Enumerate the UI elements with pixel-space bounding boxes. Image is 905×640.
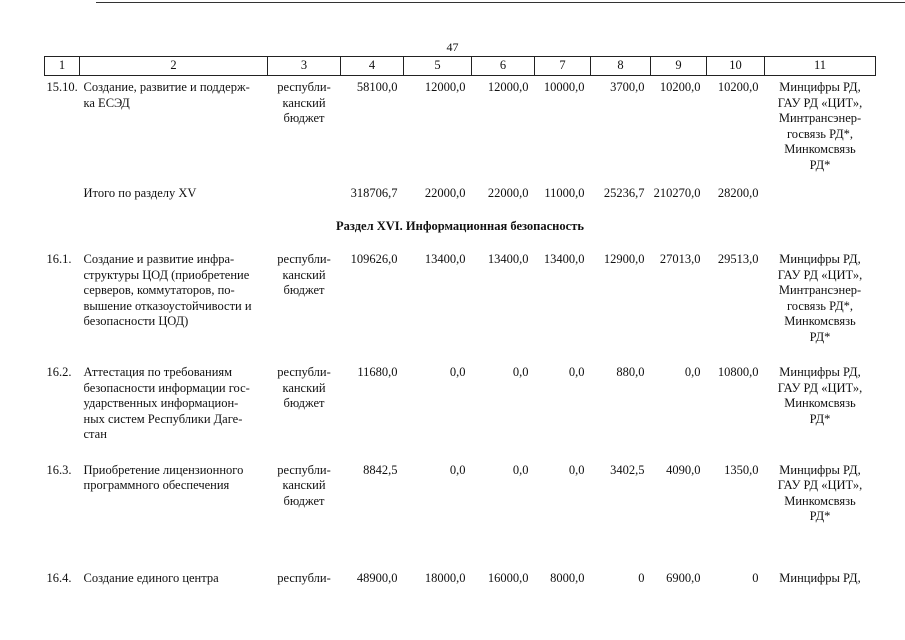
table-row	[45, 463, 876, 525]
column-header: 10	[707, 57, 765, 76]
column-header: 6	[472, 57, 535, 76]
section-title: Раздел XVI. Информационная безопасность	[336, 218, 584, 233]
funding-source-line: республи-	[277, 365, 331, 379]
funding-source	[268, 252, 341, 345]
amount-cell: 27013,0	[659, 252, 701, 266]
row-number	[45, 186, 80, 202]
column-header: 2	[80, 57, 268, 76]
funding-source	[268, 80, 341, 173]
row-name-line: Создание и развитие инфра-	[83, 252, 235, 266]
funding-source-line: бюджет	[283, 396, 325, 410]
executor-line: Минцифры РД,	[779, 252, 861, 266]
row-name-line: серверов, коммутаторов, по-	[83, 283, 235, 297]
column-header: 5	[404, 57, 472, 76]
amount-cell: 10200,0	[717, 80, 759, 94]
executor-line: Минцифры РД,	[779, 365, 861, 379]
amount-cell: 18000,0	[424, 570, 466, 585]
row-name-line: ка ЕСЭД	[83, 95, 130, 110]
column-header: 9	[651, 57, 707, 76]
executors	[765, 365, 876, 443]
amount-cell: 3402,5	[610, 462, 645, 477]
amount-cell: 0,0	[512, 365, 529, 379]
amount-cell: 4090,0	[666, 462, 701, 477]
header-row	[45, 57, 876, 76]
funding-source	[268, 571, 341, 587]
funding-source-line: бюджет	[283, 493, 325, 508]
row-name	[80, 571, 268, 587]
amount-cell: 109626,0	[350, 252, 398, 266]
executor-line: госвязь РД*,	[786, 126, 854, 141]
row-number: 15.10.	[46, 80, 78, 94]
row-number: 16.2.	[46, 365, 72, 379]
subtotal-label: Итого по разделу XV	[83, 186, 197, 200]
amount-cell: 58100,0	[356, 80, 398, 94]
executor-line: госвязь РД*,	[786, 298, 854, 313]
amount-cell: 0,0	[449, 462, 466, 477]
executor-line: Минкомсвязь	[784, 396, 856, 410]
row-name-line: Создание, развитие и поддерж-	[83, 80, 250, 94]
row-name	[80, 463, 268, 525]
amount-cell: 29513,0	[717, 252, 759, 266]
amount-cell: 11680,0	[357, 365, 398, 379]
funding-source-line: республи-	[277, 80, 331, 94]
amount-cell: 28200,0	[717, 186, 759, 200]
row-name-line: Приобретение лицензионного	[83, 462, 244, 477]
executor-line: РД*	[809, 411, 831, 426]
executors	[765, 252, 876, 345]
amount-cell: 12000,0	[424, 80, 466, 94]
executor-line: Минкомсвязь	[784, 493, 856, 508]
funding-source	[268, 365, 341, 443]
row-name	[80, 365, 268, 443]
amount-cell: 12000,0	[487, 80, 529, 94]
funding-source-line: бюджет	[283, 111, 325, 125]
funding-source-line: канский	[282, 267, 326, 282]
amount-cell: 0,0	[568, 365, 585, 379]
row-name-line: программного обеспечения	[83, 478, 230, 492]
amount-cell: 13400,0	[424, 252, 466, 266]
table-row	[45, 252, 876, 345]
row-name-line: стан	[83, 427, 107, 441]
amount-cell: 0	[752, 570, 759, 585]
amount-cell: 13400,0	[487, 252, 529, 266]
amount-cell: 1350,0	[724, 462, 759, 477]
funding-source-line: канский	[282, 95, 326, 110]
page-number: 47	[446, 40, 459, 54]
top-rule	[96, 2, 905, 3]
funding-source-line: канский	[282, 380, 326, 395]
column-header: 8	[591, 57, 651, 76]
row-name-line: безопасности ЦОД)	[83, 314, 189, 328]
amount-cell: 0,0	[684, 365, 701, 379]
section-title-row	[45, 219, 876, 235]
executor-line: ГАУ РД «ЦИТ»,	[777, 478, 863, 492]
amount-cell: 8000,0	[550, 570, 585, 585]
executors	[765, 186, 876, 202]
row-number: 16.4.	[46, 570, 72, 585]
funding-source	[268, 463, 341, 525]
row-spacer	[45, 525, 876, 571]
amount-cell: 10000,0	[543, 80, 585, 94]
executor-line: Минкомсвязь	[784, 142, 856, 156]
row-name-line: Аттестация по требованиям	[83, 365, 233, 379]
amount-cell: 3700,0	[610, 80, 645, 94]
executor-line: ГАУ РД «ЦИТ»,	[777, 267, 863, 282]
amount-cell: 0,0	[449, 365, 466, 379]
executor-line: РД*	[809, 329, 831, 344]
funding-source-line: республи-	[277, 570, 331, 585]
column-header: 4	[341, 57, 404, 76]
amount-cell: 0,0	[568, 462, 585, 477]
row-name-line: ных систем Республики Даге-	[83, 411, 243, 426]
amount-cell: 6900,0	[666, 570, 701, 585]
row-spacer	[45, 173, 876, 186]
amount-cell: 13400,0	[543, 252, 585, 266]
executor-line: Минцифры РД,	[779, 462, 861, 477]
executor-line: Минтрансэнер-	[778, 111, 862, 125]
budget-table	[44, 56, 876, 586]
funding-source-line: республи-	[277, 252, 331, 266]
amount-cell: 0,0	[512, 462, 529, 477]
funding-source-line: канский	[282, 478, 326, 492]
amount-cell: 16000,0	[487, 570, 529, 585]
funding-source-line: бюджет	[283, 283, 325, 297]
funding-source-line: республи-	[277, 462, 331, 477]
amount-cell: 11000,0	[544, 186, 585, 200]
executors	[765, 463, 876, 525]
table-row	[45, 80, 876, 173]
amount-cell: 8842,5	[363, 462, 398, 477]
executor-line: Минцифры РД,	[779, 80, 861, 94]
amount-cell: 12900,0	[603, 252, 645, 266]
amount-cell: 25236,7	[603, 186, 645, 200]
row-spacer	[45, 234, 876, 252]
executor-line: ГАУ РД «ЦИТ»,	[777, 95, 863, 110]
column-header: 3	[268, 57, 341, 76]
table-row	[45, 365, 876, 443]
column-header: 1	[45, 57, 80, 76]
amount-cell: 10200,0	[659, 80, 701, 94]
executors	[765, 80, 876, 173]
amount-cell: 318706,7	[350, 186, 398, 200]
amount-cell: 880,0	[616, 365, 645, 379]
row-name-line: безопасности информации гос-	[83, 380, 250, 395]
column-header: 11	[765, 57, 876, 76]
row-name-line: вышение отказоустойчивости и	[83, 298, 252, 313]
row-spacer	[45, 443, 876, 463]
table-row	[45, 571, 876, 587]
row-number: 16.1.	[46, 252, 72, 266]
executor-line: ГАУ РД «ЦИТ»,	[777, 380, 863, 395]
row-spacer	[45, 202, 876, 219]
row-name-line: ударственных информацион-	[83, 396, 239, 410]
executor-line: Минцифры РД,	[779, 570, 861, 585]
row-name-line: структуры ЦОД (приобретение	[83, 267, 250, 282]
executor-line: Минкомсвязь	[784, 314, 856, 328]
executor-line: РД*	[809, 157, 831, 172]
row-name	[80, 252, 268, 345]
subtotal-row	[45, 186, 876, 202]
amount-cell: 210270,0	[653, 186, 701, 200]
row-name	[80, 80, 268, 173]
executor-line: РД*	[809, 509, 831, 523]
amount-cell: 10800,0	[717, 365, 759, 379]
amount-cell: 22000,0	[424, 186, 466, 200]
row-spacer	[45, 345, 876, 365]
row-number: 16.3.	[46, 462, 72, 477]
amount-cell: 0	[638, 570, 645, 585]
amount-cell: 48900,0	[356, 570, 398, 585]
row-name-line: Создание единого центра	[83, 570, 219, 585]
column-header: 7	[535, 57, 591, 76]
executors	[765, 571, 876, 587]
executor-line: Минтрансэнер-	[778, 283, 862, 297]
funding-source	[268, 186, 341, 202]
amount-cell: 22000,0	[487, 186, 529, 200]
